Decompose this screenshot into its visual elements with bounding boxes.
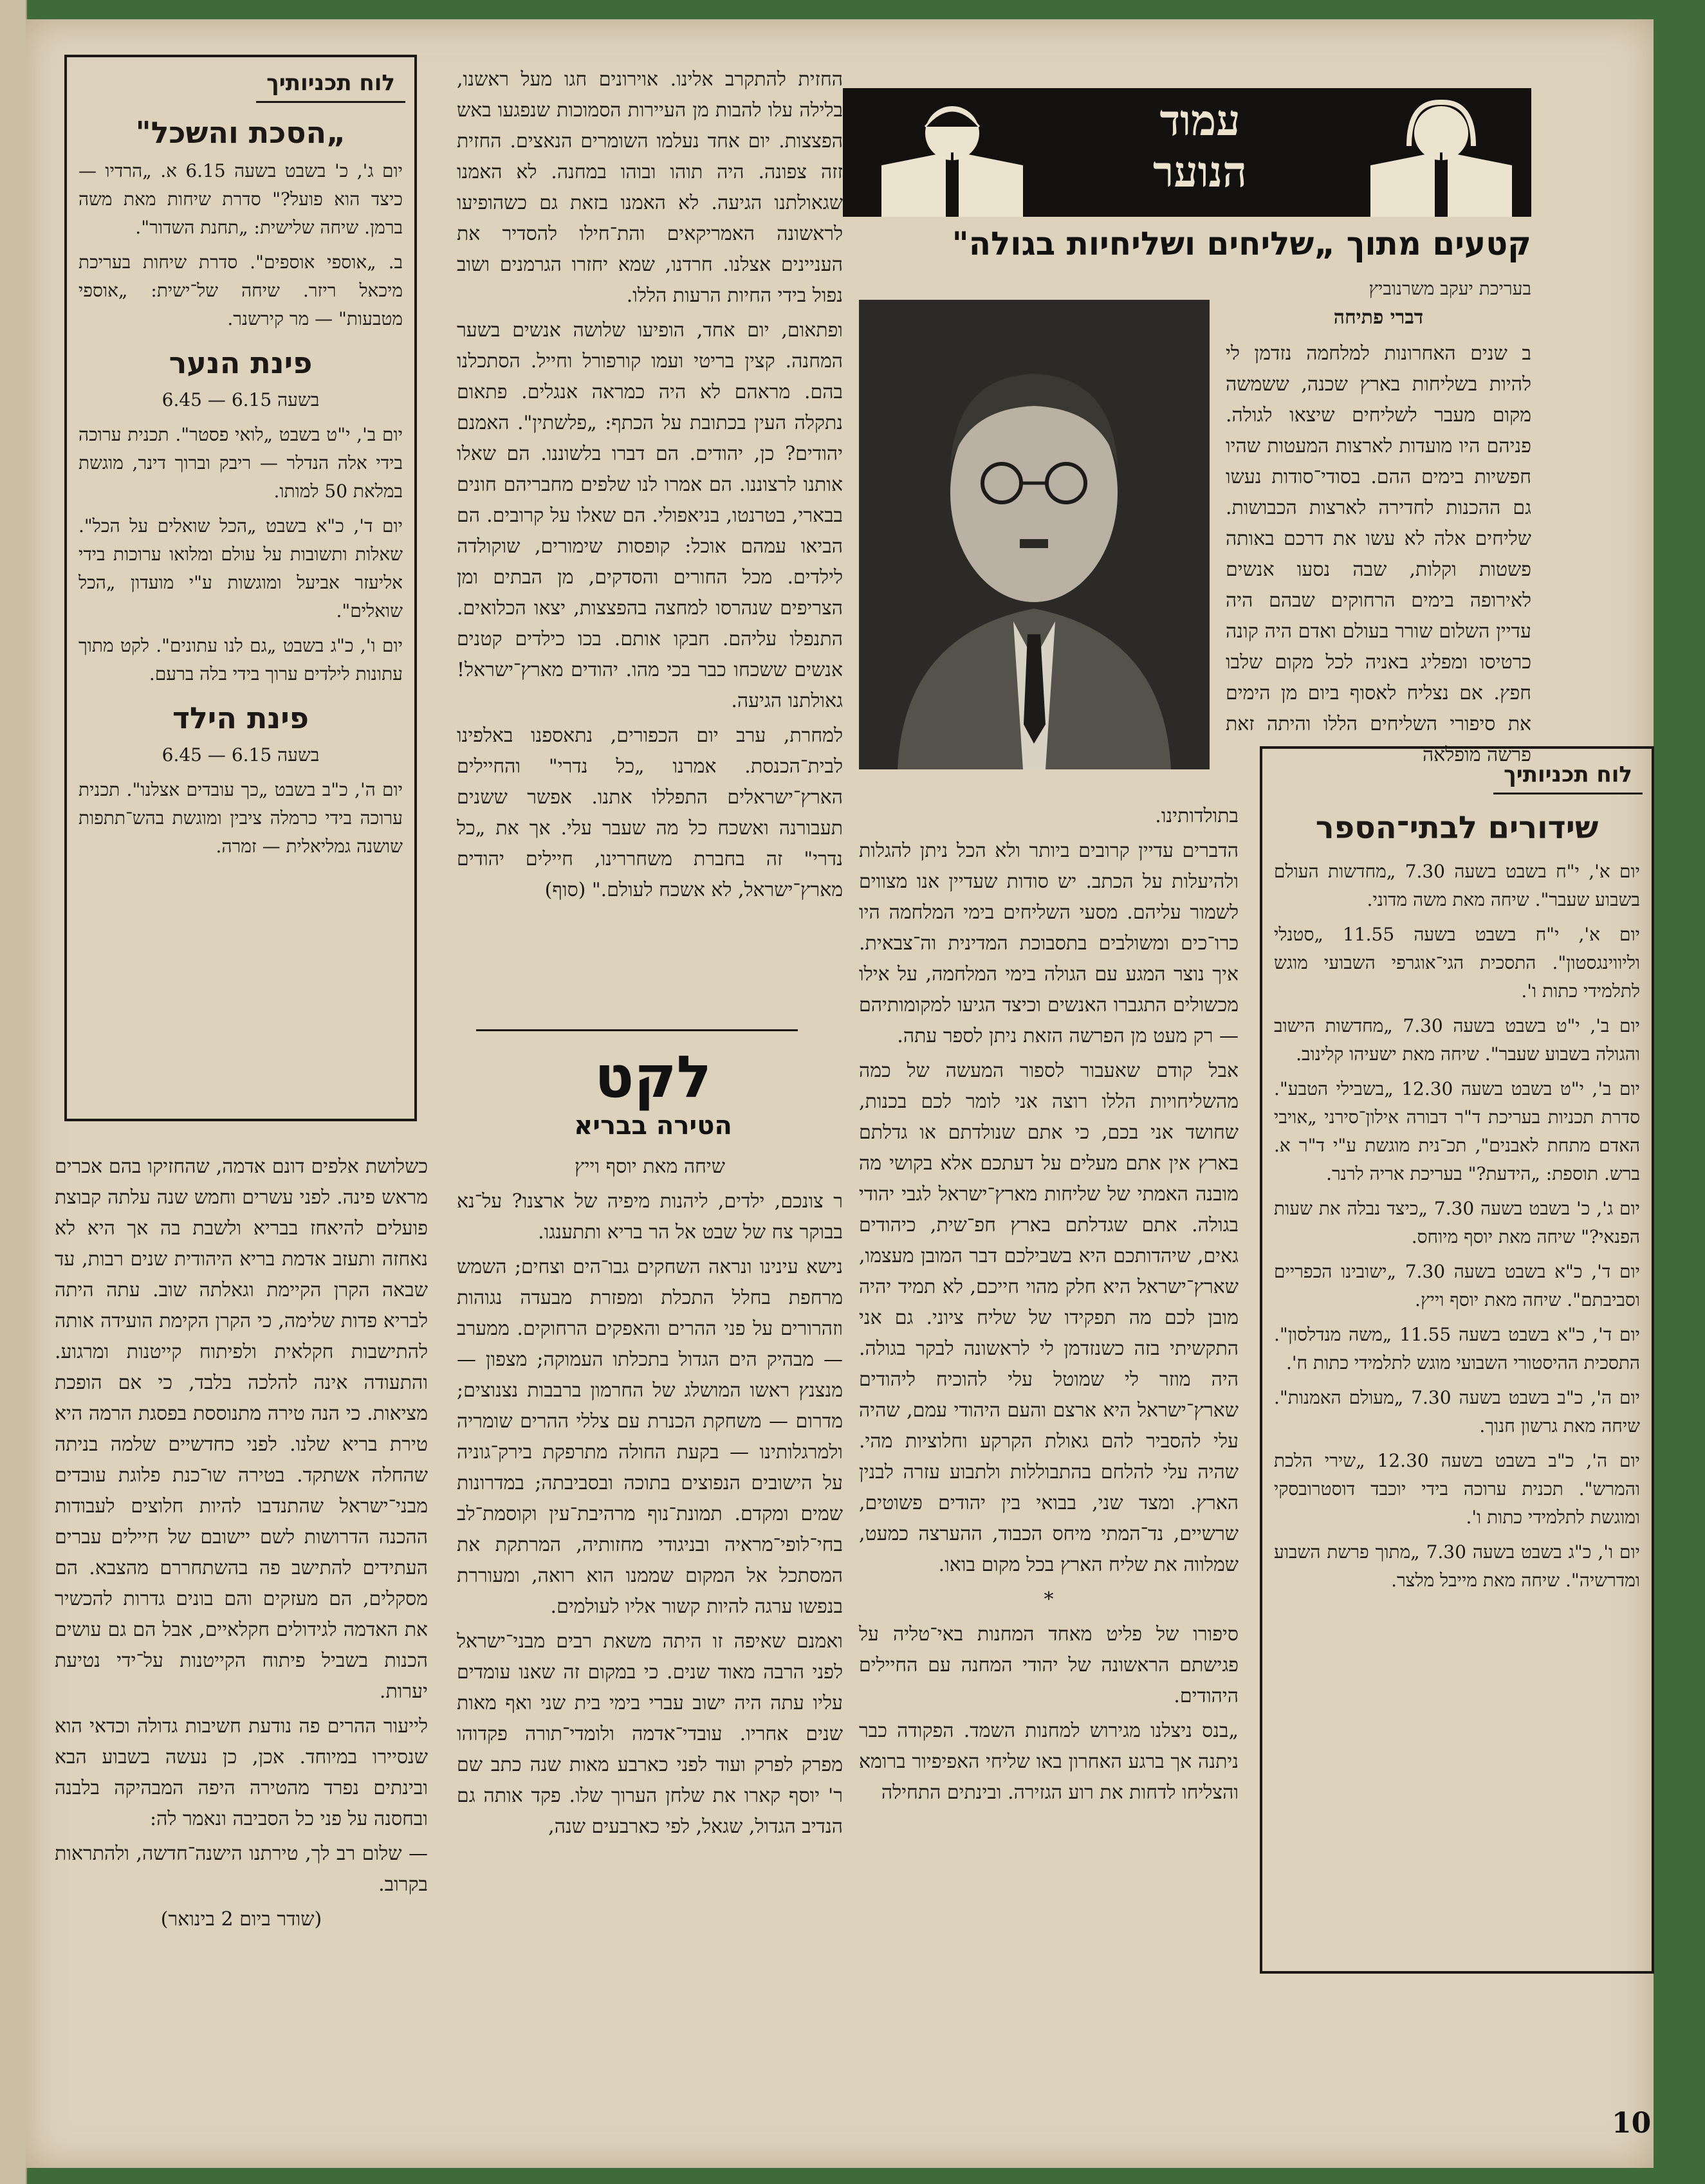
schedule-item: יום ו', כ"ג בשבט „גם לנו עתונים". לקט מתוך עתונות לילדים ערוך בידי בלה ברעם. bbox=[78, 635, 403, 684]
book-binding bbox=[0, 0, 27, 2184]
girl-reading-icon bbox=[1358, 88, 1525, 217]
school-broadcast-schedule bbox=[1260, 746, 1654, 1974]
section-time: בשעה 6.15 — 6.45 bbox=[161, 744, 320, 766]
schedule-item: יום ב', י"ט בשבט „לואי פסטר". תכנית ערוכה בידי אלה הנדלר — ריבק וברוך דינר, מוגשת במלאת 50 למותו. bbox=[78, 424, 403, 502]
intro-text: ב שנים האחרונות למלחמה נזדמן לי להיות בשליחות בארץ שכנה, ששמשה מקום מעבר לשליחים שיצאו לגולה. פניהם היו מועדות לארצות המעטות שהיו חפשיות בימים ההם. בסודי־סודות נעשו גם ההכנות לחדירה לארצות הכבושות. שליחים אלה לא עשו את דרכם באותה פשטות וקלות, שבה נסעו אנשים לאירופה בימים הרחוקים שבהם היה עדיין השלום שורר בעולם ואדם היה קונה כרטיסו ומפליג באניה לכל מקום שלבו חפץ. אם נצליח לאסוף ביום מן הימים את סיפורי השליחים הללו והיתה זאת פרשה מופלאה bbox=[1226, 342, 1531, 766]
section-separator: * bbox=[1044, 1588, 1054, 1611]
leket-article bbox=[457, 1152, 843, 2104]
section-items bbox=[67, 741, 414, 861]
banner-title bbox=[1120, 95, 1280, 197]
youth-page-banner bbox=[843, 88, 1531, 217]
page-number: 10 bbox=[1612, 2107, 1652, 2140]
portrait-figure bbox=[859, 300, 1210, 769]
boy-reading-icon bbox=[862, 88, 1029, 217]
schedule-item: יום ו', כ"ג בשבט בשעה 7.30 „מתוך פרשת השבוע ומדרשיה". שיחה מאת מייבל מלצר. bbox=[1274, 1541, 1640, 1591]
intro-heading: דברי פתיחה bbox=[1333, 306, 1424, 329]
column-divider bbox=[476, 1029, 798, 1031]
article-paragraph: ופתאום, יום אחד, הופיעו שלושה אנשים בשער המחנה. קצין בריטי ועמו קורפורל וחייל. הסתכלנו בהם. מראהם לא היה כמראה אנגלים. פתאום נתקלה העין בכתובת על הכתף: „פלשתין". האמנם יהודים? כן, יהודים. הם דברו בלשוננו. הם שאלו אותנו לרצוננו. הם אמרו לנו שלפים מחבריהם חונים בבארי, בטרנטו, בניאפולי. הם שאלו על קרובים. הם הביאו עמהם אוכל: קופסות שימורים, שוקולדה לילדים. מכל החורים והסדקים, מן הבתים ומן הצריפים שנהרסו למחצה בהפצצות, יצאו הכלואים. התנפלו עליהם. חבקו אותם. בכו כילדים קטנים אנשים ששכחו כבר בכי מהו. יהודים מארץ־ישראל! גאולתנו הגיעה. bbox=[457, 319, 843, 712]
article-column-middle bbox=[859, 801, 1239, 2088]
section-time: בשעה 6.15 — 6.45 bbox=[161, 389, 320, 410]
section-items bbox=[67, 386, 414, 688]
article-paragraph: — שלום רב לך, טירתנו הישנה־חדשה, ולהתראות בקרוב. bbox=[55, 1842, 428, 1896]
schedule-item: יום ב', י"ט בשבט בשעה 12.30 „בשבילי הטבע". סדרת תכניות בעריכת ד"ר דבורה אילון־סירני „אויבי האדם מתחת לאבנים", תכ־נית מוגשת ע"י ד"ר א. ברש. תוספת: „הידעת?" בעריכת אריה לרנר. bbox=[1274, 1078, 1640, 1184]
schedule-item: יום ג', כ' בשבט בשעה 7.30 „כיצד נבלה את שעות הפנאי?" שיחה מאת יוסף מיוחס. bbox=[1274, 1198, 1640, 1247]
main-headline: קטעים מתוך „שליחים ושליחיות בגולה" bbox=[952, 225, 1531, 262]
schedule-item: ב. „אוספי אוספים". סדרת שיחות בעריכת מיכאל ריזר. שיחה של־ישית: „אוספי מטבעות" — מר קירשנר. bbox=[78, 252, 403, 329]
article-paragraph: כשלושת אלפים דונם אדמה, שהחזיקו בהם אכרים מראש פינה. לפני עשרים וחמש שנה עלתה קבוצת פועלים להיאחז בבריא ולשבת בה אך היא לא נאחזה ותעזב אדמת בריא היהודית שנים רבות, עד שבאה הקרן הקיימת וגאלתה שוב. עתה היתה לבריא פדות שלימה, כי הקרן הקימת הועידה אותה להתישבות חקלאית ולפיתוח קייטנות ומרגוע. והתעודה אינה להלכה בלבד, כי אם הופכת מציאות. כי הנה טירה מתנוססת בפסגת הרמה היא טירת בריא שלנו. לפני כחדשיים שלמה בניתה שהחלה אשתקד. בטירה שו־כנת פלוגת עובדים מבני־ישראל שהתנדבו להיות חלוצים לעבודות ההכנה הדרושות לשם יישובם של חיילים עברים העתידים להתישב פה בהשתחררם מהצבא. הם מסקלים, הם מעזקים והם בונים גדרות להכשיר את האדמה לגידולים חקלאיים, אבל הם גם עושים הכנות בשביל פיתוח הקייטנות על־ידי נטיעת יערות. bbox=[55, 1155, 428, 1703]
radio-schedule-box bbox=[64, 55, 417, 1121]
article-paragraph: החזית להתקרב אלינו. אוירונים חגו מעל ראשנו, בלילה עלו להבות מן העיירות הסמוכות שנפגעו באש הפצצות. יום אחד נעלמו השומרים הנאצים. החזית זזה צפונה. היה תוהו ובוהו במחנה. לא האמנו שגאולתנו הגיעה. לא האמנו בזאת גם כשהופיעו לראשונה האמריקאים והת־חילו להסדיר את העניינים אצלנו. חרדנו, שמא יחזרו הגרמנים ושוב נפול בידי החיות הרעות הללו. bbox=[457, 68, 843, 307]
schedule-item: יום א', י"ח בשבט בשעה 11.55 „סטנלי וליווינגסטון". התסכית הגי־אוגרפי השבועי מוגש לתלמידי כתות ו'. bbox=[1274, 924, 1641, 1002]
leket-subtitle: הטירה בבריא bbox=[574, 1111, 732, 1141]
schedule-items bbox=[1262, 858, 1652, 1595]
schedule-item: יום א', י"ח בשבט בשעה 7.30 „מחדשות העולם בשבוע שעבר". שיחה מאת משה מדוני. bbox=[1274, 861, 1640, 910]
schedule-title: שידורים לבתי־הספר bbox=[1315, 810, 1599, 846]
schedule-item: יום ד', כ"א בשבט בשעה 11.55 „משה מנדלסון". התסכית ההיסטורי השבועי מוגש לתלמידי כתות ח'. bbox=[1274, 1324, 1641, 1373]
schedule-item: יום ה', כ"ב בשבט בשעה 12.30 „שירי הלכת והמרש". תכנית ערוכה בידי יוכבד דוסטרובסקי ומוגשת לתלמידי כתות ו'. bbox=[1274, 1450, 1640, 1528]
section-title: „הסכת והשכל" bbox=[135, 115, 346, 150]
schedule-item: יום ב', י"ט בשבט בשעה 7.30 „מחדשות הישוב והגולה בשבוע שעבר". שיחה מאת ישעיהו קלינוב. bbox=[1274, 1015, 1641, 1065]
article-paragraph: בתולדותינו. bbox=[1155, 805, 1239, 827]
portrait-photo bbox=[859, 300, 1210, 769]
article-paragraph: „בנס ניצלנו מגירוש למחנות השמד. הפקודה כבר ניתנה אך ברגע האחרון באו שליחי האפיפיור ברומא והצליחו לדחות את רוע הגזירה. ובינתים התחילה bbox=[859, 1720, 1239, 1804]
article-paragraph: נישא עינינו ונראה השחקים גבו־הים וצחים; השמש מרחפת בחלל התכלת ומפזרת מבעדה נגוהות וזהרורים על פני ההרים והאפקים הרחוקים. ממערב — מבהיק הים הגדול בתכלתו העמוקה; מצפון — מנצנץ ראשו המושלג של החרמון ברבבות נצנוצים; מדרום — משחקת הכנרת עם צללי ההרים שומריה ולמרגלותינו — בקעת החולה מתרפקת בירק־גוניה על הישובים הנפוצים בתוכה ובסביבתה; במדרונות שמים ומקדם. תמונת־נוף מרהיבת־עין וקוסמת־לב בחי־לופי־מראיה ובניגודי מחזותיה, המרתקת את המסתכל אל המקום שממנו הוא רואה, ומעוררת בנפשו ערגה להיות קשור אליו לעולמים. bbox=[457, 1256, 843, 1618]
article-paragraph: הדברים עדיין קרובים ביותר ולא הכל ניתן להגלות ולהיעלות על הכתב. יש סודות שעדיין אנו מצווים לשמור עליהם. מסעי השליחים בימי המלחמה היו כרו־כים ומשולבים בתסבוכת המדינית וה־צבאית. איך נוצר המגע עם הגולה בימי המלחמה, על אילו מכשולים התגברו האנשים וכיצד הגיעו למקומותיהם — רק מעט מן הפרשה הזאת ניתן לספר עתה. bbox=[859, 840, 1239, 1047]
schedule-head: לוח תכניותיך bbox=[256, 65, 405, 103]
schedule-head: לוח תכניותיך bbox=[1493, 757, 1643, 794]
broadcast-date-note: (שודר ביום 2 בינואר) bbox=[160, 1908, 322, 1931]
section-title: פינת הילד bbox=[172, 701, 309, 735]
leket-title: לקט bbox=[594, 1043, 712, 1111]
schedule-item: יום ג', כ' בשבט בשעה 6.15 א. „הרדיו — כיצד הוא פועל?" סדרת שיחות מאת משה ברמן. שיחה שלישית: „תחנת השדור". bbox=[78, 160, 403, 238]
byline: בעריכת יעקב משרנוביץ bbox=[1369, 278, 1531, 299]
banner-title-line1: עמוד bbox=[1159, 95, 1240, 145]
section-items bbox=[67, 157, 414, 333]
section-title: פינת הנער bbox=[169, 345, 313, 380]
intro-column bbox=[1226, 302, 1531, 766]
article-paragraph: למחרת, ערב יום הכפורים, נתאספנו באלפינו לבית־הכנסת. אמרנו „כל נדרי" והחיילים הארץ־ישראלים התפללו אתנו. אפשר ששנים תעבורנה ואשכח כל מה שעבר עלי. אך את „כל נדרי" זה בחברת משחררינו, חיילים יהודים מארץ־ישראל, לא אשכח לעולם." (סוף) bbox=[457, 724, 843, 901]
article-paragraph: אבל קודם שאעבור לספור המעשה של כמה מהשליחויות הללו רוצה אני לומר לכם בכנות, שחושד אני בכם, כי אתם שנולדתם או גדלתם בארץ אין אתם מעלים על דעתכם אלא בקושי מה מובנה האמתי של שליחות מארץ־ישראל לגבי יהודי בגולה. אתם שגדלתם בארץ חפ־שית, כיהודים גאים, שיהדותכם היא בשבילכם דבר המובן מעצמו, שארץ־ישראל היא חלק מהוי חייכם, לא תמיד יהיה מובן לכם מה תפקידו של שליח ציוני. גם אני התקשיתי בזה כשנזדמן לי לראשונה לבקר בגולה. היה מוזר לי שמוטל עלי להוכיח ליהודים שארץ־ישראל היא ארצם והעם היהודי עמם, שהיה עלי להסביר להם גאולת הקרקע וחלוציות מהי. שהיה עלי להלחם בהתבוללות ולתבוע עזרה לבנין הארץ. ומצד שני, בבואי בין יהודים פשוטים, שרשיים, נד־המתי מיחס הכבוד, ההערצה כמעט, שמלווה את שליח הארץ בכל מקום בואו. bbox=[859, 1060, 1239, 1576]
article-paragraph: סיפורו של פליט מאחד המחנות באי־טליה על פגישתם הראשונה של יהודי המחנה עם החיילים היהודים. bbox=[859, 1623, 1239, 1707]
schedule-item: יום ה', כ"ב בשבט „כך עובדים אצלנו". תכנית ערוכה בידי כרמלה ציבין ומוגשת בהש־תתפות שושנה גמליאלית — זמרה. bbox=[78, 779, 403, 857]
article-column-continued bbox=[457, 64, 843, 1016]
schedule-item: יום ה', כ"ב בשבט בשעה 7.30 „מעולם האמנות". שיחה מאת גרשון חנוך. bbox=[1274, 1387, 1640, 1436]
article-column-far-left bbox=[55, 1152, 428, 2104]
banner-title-line2: הנוער bbox=[1152, 147, 1248, 197]
article-paragraph: לייעור ההרים פה נודעת חשיבות גדולה וכדאי הוא שנסיירו במיוחד. אכן, כן נעשה בשבוע הבא ובינתים נפרד מהטירה היפה המבהיקה בלבנה ובחסנה על פני כל הסביבה ונאמר לה: bbox=[55, 1715, 428, 1830]
article-paragraph: ואמנם שאיפה זו היתה משאת רבים מבני־ישראל לפני הרבה מאוד שנים. כי במקום זה שאנו עומדים עליו עתה היה ישוב עברי בימי בית שני ואף מאות שנים אחריו. עובדי־אדמה ולומדי־תורה פקדוהו מפרק לפרק ועוד לפני כארבע מאות שנה כתב שם ר' יוסף קארו את שלחן הערוך שלו. פקד אותה גם הנדיב הגדול, שגאל, לפי כארבעים שנה, bbox=[457, 1630, 843, 1838]
leket-author: שיחה מאת יוסף וייץ bbox=[575, 1155, 725, 1178]
article-paragraph: ר צונכם, ילדים, ליהנות מיפיה של ארצנו? על־נא בבוקר צח של שבט אל הר בריא ותתענגו. bbox=[457, 1190, 843, 1243]
schedule-item: יום ד', כ"א בשבט „הכל שואלים על הכל". שאלות ותשובות על עולם ומלואו ערוכות בידי אליעזר אביעל ומוגשות ע"י מועדון „הכל שואלים". bbox=[78, 515, 403, 621]
schedule-item: יום ד', כ"א בשבט בשעה 7.30 „ישובינו הכפריים וסביבתם". שיחה מאת יוסף וייץ. bbox=[1274, 1261, 1641, 1310]
